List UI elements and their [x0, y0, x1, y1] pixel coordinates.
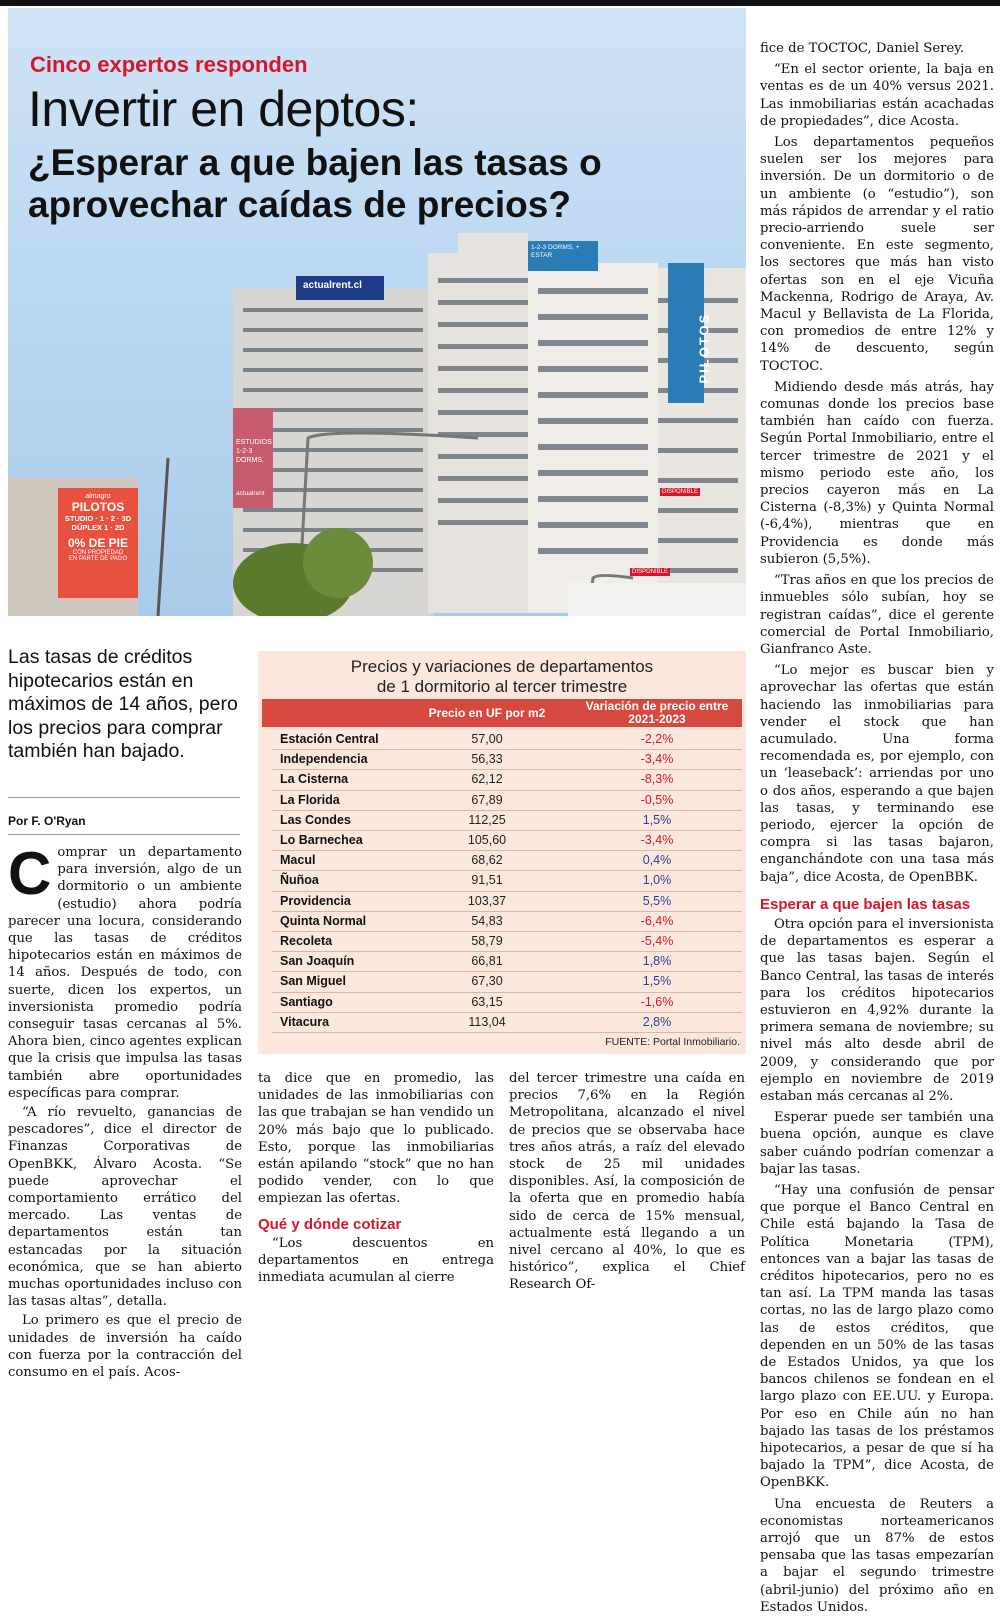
table-title	[258, 657, 746, 697]
table-row	[272, 951, 742, 972]
cell-price: 57,00	[471, 732, 503, 746]
paragraph: Midiendo desde más atrás, hay comunas donde los precios base también han caído con fuerza. Según Portal Inmobiliario, entre el tercer trimestre de 2021 y el mismo periodo este año, los precios cayeron más en La Cisterna (-8,3%) y Quinta Normal (-6,4%), mientras que en Providencia es donde más subieron (5,5%).	[760, 379, 994, 567]
cell-price: 62,12	[471, 772, 503, 787]
table-row	[272, 850, 742, 871]
cell-variation: -3,4%	[640, 752, 674, 767]
byline: Por F. O'Ryan	[8, 814, 86, 828]
table-row	[272, 729, 742, 750]
cell-comuna: Independencia	[280, 752, 368, 767]
banner-line: PILOTOS	[71, 500, 125, 514]
cell-comuna: San Joaquín	[280, 954, 355, 969]
cell-comuna: Ñuñoa	[280, 873, 319, 888]
paragraph	[8, 840, 242, 1102]
table-row	[272, 830, 742, 851]
cell-comuna: Las Condes	[280, 812, 351, 827]
banner-line: STUDIO · 1 · 2 · 3D	[64, 514, 132, 523]
cell-variation: -1,6%	[640, 994, 674, 1009]
lead-text: Las tasas de créditos hipotecarios están en máximos de 14 años, pero los precios para comprar también han bajado.	[8, 646, 238, 762]
sign-disponible: DISPONIBLE	[662, 489, 699, 495]
table-header	[262, 699, 742, 727]
cell-price: 91,51	[471, 873, 503, 888]
divider	[8, 834, 240, 835]
cell-price: 58,79	[471, 934, 503, 948]
sign-disponible: DISPONIBLE	[632, 569, 669, 575]
column-header-price: Precio en UF por m2	[428, 705, 546, 720]
paragraph: ta dice que en promedio, las unidades de las inmobiliarias con las que trabajan se han vendido un 20% más bajo que lo publicado. Esto, porque las inmobiliarias están apilando “stock” que no han podido vender, con lo que empiezan las ofertas.	[258, 1071, 494, 1207]
cell-price: 63,15	[471, 994, 503, 1009]
page-subtitle: ¿Esperar a que bajen las tasas o aprovechar caídas de precios?	[28, 142, 602, 225]
cell-variation: 1,8%	[642, 954, 672, 969]
page-title: Invertir en deptos:	[28, 81, 419, 137]
cell-comuna: San Miguel	[280, 974, 346, 989]
table-row	[272, 992, 742, 1013]
cell-price: 67,30	[471, 974, 503, 989]
banner-brand: almagro	[85, 493, 111, 500]
top-rule	[0, 0, 1000, 6]
table-row	[272, 971, 742, 992]
cell-price: 112,25	[468, 812, 506, 827]
sign-estudios: ESTUDIOS 1-2-3 DORMS.	[236, 439, 272, 464]
table-source: FUENTE: Portal Inmobiliario.	[605, 1036, 740, 1048]
section-heading: Esperar a que bajen las tasas	[760, 895, 971, 913]
paragraph: Esperar puede ser también una buena opción, aunque es clave saber cuándo podrían comenzar a bajar las tasas.	[760, 1110, 994, 1177]
cell-variation: 1,0%	[642, 873, 672, 888]
cell-price: 105,60	[467, 833, 507, 847]
paragraph: “A río revuelto, ganancias de pescadores”, dice el director de Finanzas Corporativas de OpenBKK, Álvaro Acosta. “Se puede aprovechar el comportamiento errático del mercado. Las ventas de departamentos están tan estancadas por la situación económica, que se han abierto muchas oportunidades incluso con las tasas altas”, detalla.	[8, 1105, 242, 1310]
price-table	[258, 651, 746, 1054]
banner-line: 0% DE PIE	[67, 536, 129, 550]
banner-line: CON PROPIEDAD	[72, 550, 124, 556]
paragraph: “Hay una confusión de pensar que porque el Banco Central en Chile está bajando la Tasa de Política Monetaria (TPM), entonces van a bajar las tasas de créditos hipotecarios, pero no es tan así. La TPM manda las tasas cortas, no las de largo plazo como las de estos créditos, que dependen en un 50% de las tasas de Estados Unidos, ya que los bancos chilenos se fondean en el largo plazo con EE.UU. y Europa. Por eso en Chile aún no han bajado las tasas de los préstamos hipotecarios, a pesar de que sí ha bajado la TPM”, dice Acosta, de OpenBKK.	[760, 1183, 994, 1491]
cell-variation: -3,4%	[640, 833, 674, 847]
sign-actualrent-top: actualrent.cl	[303, 280, 362, 291]
table-row	[272, 1012, 742, 1033]
cell-variation: 1,5%	[642, 974, 672, 989]
cell-comuna: Macul	[280, 853, 316, 868]
cell-variation: -5,4%	[640, 934, 674, 948]
cell-comuna: Lo Barnechea	[280, 833, 363, 847]
almagro-banner	[60, 493, 136, 562]
table-row	[272, 931, 742, 952]
paragraph-text: omprar un departamento para inversión, algo de un dormitorio o un ambiente (estudio) ahora podría parecer una locura, considerando que las tasas de créditos hipotecarios están en máximos de 14 años. Después de todo, con suerte, dicen los expertos, un inversionista promedio podría conseguir tasas cercanas al 5%. Ahora bien, cinco agentes explican que la crisis que impulsa las tasas también abre oportunidades específicas para comprar.	[8, 845, 242, 1101]
cell-variation: -2,2%	[640, 732, 674, 746]
body-column-3	[509, 1070, 745, 1294]
cell-variation: 2,8%	[642, 1014, 672, 1029]
sign-dormitorios: 1-2-3 DORMS. + ESTAR	[531, 244, 580, 259]
table-row	[272, 810, 742, 831]
paragraph: del tercer trimestre una caída en precios 7,6% en la Región Metropolitana, alcanzado el nivel de precios que se observaba hace tres años atrás, a raíz del elevado stock de 25 mil unidades disponibles. Así, la composición de la oferta que en promedio había sido de cerca de 15% mensual, actualmente está llegando a un nivel cercano al 40%, lo que es histórico”, explica el Chief Research Of-	[509, 1071, 745, 1293]
table-row	[272, 769, 742, 790]
paragraph: “Tras años en que los precios de inmuebles sólo subían, hoy se registran caídas”, dice el gerente comercial de Portal Inmobiliario, Gianfranco Aste.	[760, 573, 994, 657]
banner-line: EN PARTE DE PAGO	[68, 556, 127, 562]
cell-price: 67,89	[471, 792, 503, 807]
cell-price: 54,83	[471, 913, 503, 928]
table-row	[272, 870, 742, 891]
paragraph: “Los descuentos en departamentos en entrega inmediata acumulan al cierre	[258, 1235, 494, 1286]
body-column-1	[8, 840, 242, 1383]
column-header-variation: Variación de precio entre 2021-2023	[585, 699, 729, 726]
cell-variation: -0,5%	[640, 792, 674, 807]
table-row	[272, 891, 742, 912]
table-title-line: Precios y variaciones de departamentos	[350, 657, 654, 676]
paragraph: Una encuesta de Reuters a economistas norteamericanos arrojó que un 87% de estos pensaba que las tasas empezarían a bajar el segundo trimestre (abril-junio) del próximo año en Estados Unidos.	[760, 1496, 994, 1615]
cell-price: 113,04	[468, 1014, 506, 1029]
cell-price: 66,81	[471, 954, 503, 969]
cell-comuna: Vitacura	[280, 1014, 330, 1029]
table-row	[272, 911, 742, 932]
cell-comuna: Estación Central	[280, 732, 379, 746]
section-heading: Qué y dónde cotizar	[258, 1215, 402, 1233]
cell-price: 103,37	[467, 893, 507, 908]
cell-price: 68,62	[471, 853, 503, 868]
cell-variation: -6,4%	[640, 913, 674, 928]
cell-comuna: La Cisterna	[280, 772, 349, 787]
paragraph: fice de TOCTOC, Daniel Serey.	[760, 41, 965, 56]
paragraph: Lo primero es que el precio de unidades de inversión ha caído con fuerza por la contracción del consumo en el país. Acos-	[8, 1313, 242, 1381]
table-title-line: de 1 dormitorio al tercer trimestre	[376, 677, 628, 696]
kicker: Cinco expertos responden	[30, 52, 308, 77]
banner-line: DÚPLEX 1 · 2D	[71, 523, 125, 532]
body-column-2	[258, 1070, 494, 1288]
cell-variation: 1,5%	[642, 812, 672, 827]
cell-comuna: Providencia	[280, 893, 351, 908]
divider	[8, 797, 240, 798]
sign-actualrent-mid: actualrent	[236, 490, 265, 497]
cell-variation: -8,3%	[640, 772, 674, 787]
cell-variation: 0,4%	[642, 853, 672, 868]
paragraph: Los departamentos pequeños suelen ser los mejores para inversión. De un dormitorio o de un ambiente (o “estudio”), son más rápidos de arrendar y el ratio precio-arriendo suele ser conveniente. En este segmento, los sectores que más han visto ofertas son en el eje Vicuña Mackenna, Rodrigo de Araya, Av. Macul y Bellavista de La Florida, con promedios de entre 12% y 14% de descuento, según TOCTOC.	[760, 135, 994, 374]
hero-photo	[8, 8, 746, 616]
cell-comuna: Recoleta	[280, 934, 333, 948]
cell-variation: 5,5%	[642, 893, 672, 908]
drop-cap: C	[8, 840, 52, 907]
paragraph: Otra opción para el inversionista de departamentos es esperar a que las tasas bajen. Según el Banco Central, las tasas de interés para los créditos hipotecarios estuvieron en 4,92% durante la primera semana de noviembre; su nivel más alto desde abril de 2009, y considerando que por ejemplo en noviembre de 2019 estaban más cercanas al 2%.	[760, 916, 994, 1104]
sign-pilotos: PILOTOS	[696, 312, 712, 384]
paragraph: “Lo mejor es buscar bien y aprovechar las ofertas que están haciendo las inmobiliarias para vender el stock que han acumulado. Una forma recomendada es, por ejemplo, con un ‘leaseback’: arriendas por uno o dos años, esperando a que bajen las tasas, y terminando ese periodo, ejercer la opción de compra si las tasas bajaron, enganchándote con una tasa más baja”, dice Acosta, de OpenBBK.	[760, 663, 994, 885]
cell-comuna: Santiago	[280, 994, 333, 1009]
paragraph: “En el sector oriente, la baja en ventas es de un 40% versus 2021. Las inmobiliarias están acachadas de propiedades”, dice Acosta.	[760, 62, 994, 129]
table-row	[272, 749, 742, 770]
cell-price: 56,33	[471, 752, 503, 767]
table-row	[272, 790, 742, 811]
right-column	[760, 40, 994, 1620]
cell-comuna: La Florida	[280, 792, 340, 807]
cell-comuna: Quinta Normal	[280, 913, 367, 928]
